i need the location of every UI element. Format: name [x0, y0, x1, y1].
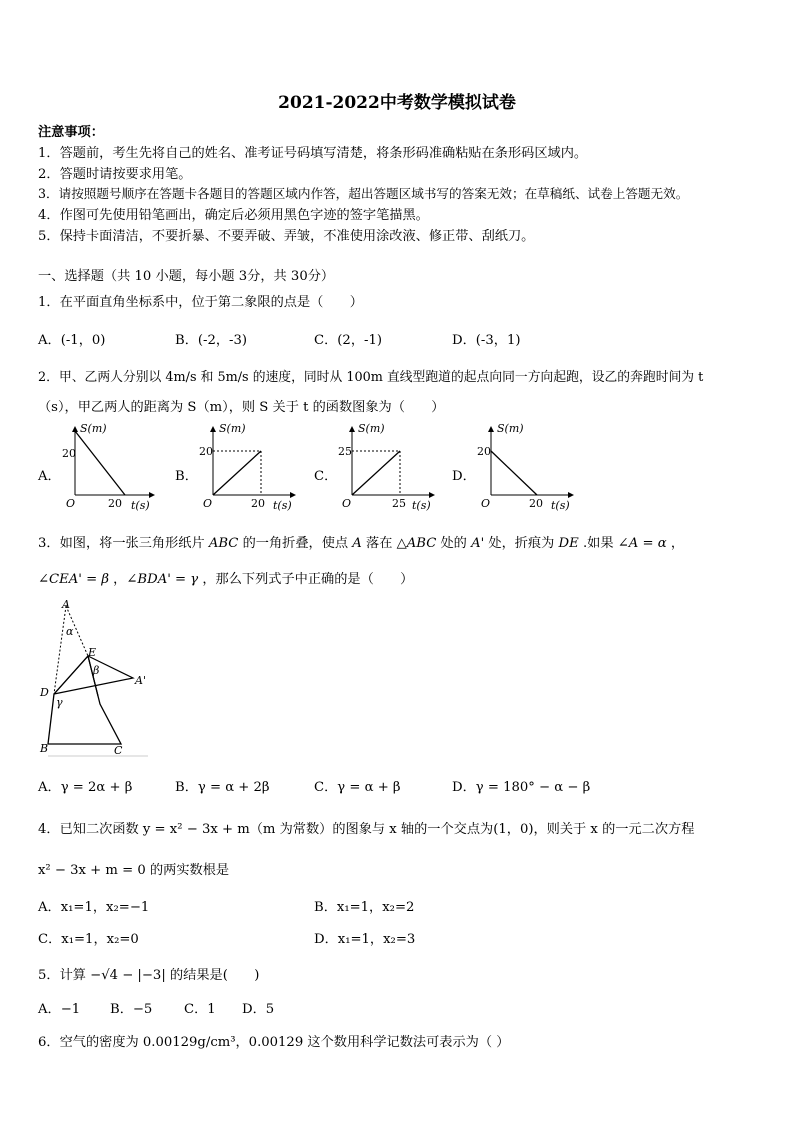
q3-option-a: A．γ = 2α + β: [38, 780, 133, 795]
q2-graph-c-xaxis: t(s): [412, 499, 431, 512]
q2-graph-a-xaxis: t(s): [131, 499, 150, 512]
notice-item: 1．答题前，考生先将自己的姓名、准考证号码填写清楚，将条形码准确粘贴在条形码区域内。: [38, 146, 588, 161]
q3-math-cond2: ∠CEA' = β: [38, 572, 109, 587]
q2-graph-c-xlabel: 25: [392, 497, 406, 510]
q2-graph-a-ylabel: 20: [62, 447, 76, 460]
q2-graph-d-ylabel: 20: [477, 445, 491, 458]
q3-text: 处的: [436, 536, 472, 551]
q3-text: 3．如图，将一张三角形纸片: [38, 536, 209, 551]
q2-graph-b-xaxis: t(s): [273, 499, 292, 512]
notice-item: 3．请按照题号顺序在答题卡各题目的答题区域内作答，超出答题区域书写的答案无效；在草稿纸、试卷上答题无效。: [38, 186, 689, 201]
q2-graph-c-origin: O: [342, 497, 352, 510]
q1-option-a: A．(-1，0): [38, 333, 106, 348]
q1-option-d: D．(-3，1): [452, 333, 521, 348]
q5-option-c: C．1: [184, 1002, 216, 1017]
q3-figure: [36, 596, 156, 762]
q5-option-d: D．5: [242, 1002, 275, 1017]
q2-graph-b: [195, 421, 300, 521]
q2-graph-b-xlabel: 20: [251, 497, 265, 510]
q3-text: ，: [108, 572, 127, 587]
question-2-stem-line2: （s），甲乙两人的距离为 S（m），则 S 关于 t 的函数图象为（ ）: [38, 400, 445, 415]
q3-option-b: B．γ = α + 2β: [175, 780, 270, 795]
q3-text: ，: [666, 536, 685, 551]
q2-option-b-label: B．: [175, 469, 198, 484]
q3-text: ，那么下列式子中正确的是（ ）: [198, 572, 414, 587]
notice-item: 2．答题时请按要求用笔。: [38, 167, 192, 182]
q3-label-beta: β: [93, 664, 100, 677]
q3-math-abc: ABC: [208, 536, 239, 551]
q3-math-aprime: A': [471, 536, 485, 551]
question-1-stem: 1．在平面直角坐标系中，位于第二象限的点是（ ）: [38, 295, 363, 310]
q5-text: 的结果是( ): [165, 968, 260, 983]
q3-label-gamma: γ: [56, 696, 63, 709]
q2-graph-a: [58, 421, 158, 521]
notice-item: 4．作图可先使用铅笔画出，确定后必须用黑色字迹的签字笔描黑。: [38, 208, 429, 223]
q3-text: 处，折痕为: [484, 536, 559, 551]
question-2-stem-line1: 2．甲、乙两人分别以 4m/s 和 5m/s 的速度，同时从 100m 直线型跑道的起点向同一方向起跑，设乙的奔跑时间为 t: [38, 370, 704, 385]
q3-label-e: E: [88, 646, 97, 659]
q5-math-expr: −√4 − |−3|: [90, 968, 166, 983]
q3-label-aprime: A': [135, 674, 146, 687]
question-5-stem: [38, 964, 259, 983]
notice-item: 5．保持卡面清洁，不要折暴、不要弄破、弄皱，不准使用涂改液、修正带、刮纸刀。: [38, 229, 535, 244]
q4-text: 的两实数根是: [145, 863, 230, 878]
q2-graph-b-yaxis: S(m): [219, 422, 246, 435]
q1-option-c: C．(2，-1): [314, 333, 382, 348]
q2-graph-c: [334, 421, 439, 521]
q2-graph-d: [473, 421, 578, 521]
question-4-stem-line1: [38, 818, 694, 837]
q3-label-d: D: [40, 686, 49, 699]
q4-text: （m 为常数）的图象与 x 轴的一个交点为(1，0)，则关于 x 的一元二次方程: [249, 822, 695, 837]
q4-math-func: y = x² − 3x + m: [142, 822, 250, 837]
q3-math-triangle: △ABC: [396, 536, 437, 551]
q2-option-d-label: D．: [452, 469, 476, 484]
section-heading: 一、选择题（共 10 小题，每小题 3分，共 30分）: [38, 269, 335, 284]
q2-graph-b-ylabel: 20: [199, 445, 213, 458]
q3-label-a: A: [62, 598, 70, 611]
q4-option-a: A．x₁=1，x₂=−1: [38, 900, 150, 915]
q2-graph-c-yaxis: S(m): [358, 422, 385, 435]
page-title: 2021-2022中考数学模拟试卷: [278, 93, 516, 113]
question-4-stem-line2: [38, 859, 229, 878]
q5-option-a: A．−1: [38, 1002, 81, 1017]
q5-text: 5．计算: [38, 968, 91, 983]
q2-graph-a-xlabel: 20: [108, 497, 122, 510]
q3-text: 的一角折叠，使点: [238, 536, 353, 551]
q3-label-b: B: [40, 742, 49, 755]
q2-graph-a-origin: O: [66, 497, 76, 510]
question-6-stem: 6．空气的密度为 0.00129g/cm³，0.00129 这个数用科学记数法可表示为（ ）: [38, 1035, 510, 1050]
q3-text: .如果: [578, 536, 618, 551]
q3-math-a: A: [352, 536, 362, 551]
q3-math-cond1: ∠A = α: [617, 536, 667, 551]
q3-option-c: C．γ = α + β: [314, 780, 401, 795]
q3-math-cond3: ∠BDA' = γ: [126, 572, 199, 587]
q2-graph-a-yaxis: S(m): [80, 422, 107, 435]
q3-math-de: DE: [558, 536, 579, 551]
q4-option-d: D．x₁=1，x₂=3: [314, 932, 416, 947]
q2-option-c-label: C．: [314, 469, 338, 484]
q3-text: 落在: [361, 536, 397, 551]
q5-option-b: B．−5: [110, 1002, 153, 1017]
question-3-stem-line2: [38, 568, 413, 587]
q1-option-b: B．(-2，-3): [175, 333, 248, 348]
q2-graph-d-xlabel: 20: [529, 497, 543, 510]
question-3-stem-line1: [38, 532, 684, 551]
q2-graph-d-xaxis: t(s): [551, 499, 570, 512]
q4-option-b: B．x₁=1，x₂=2: [314, 900, 415, 915]
notice-heading: 注意事项：: [38, 125, 104, 140]
q2-graph-c-ylabel: 25: [338, 445, 352, 458]
q3-option-d: D．γ = 180° − α − β: [452, 780, 591, 795]
q3-label-c: C: [114, 744, 123, 757]
q4-option-c: C．x₁=1，x₂=0: [38, 932, 139, 947]
q3-label-alpha: α: [66, 625, 74, 638]
q2-graph-d-origin: O: [481, 497, 491, 510]
q2-graph-d-yaxis: S(m): [497, 422, 524, 435]
q2-option-a-label: A．: [38, 469, 61, 484]
q4-math-eq: x² − 3x + m = 0: [38, 863, 146, 878]
q2-graph-b-origin: O: [203, 497, 213, 510]
q4-text: 4．已知二次函数: [38, 822, 143, 837]
